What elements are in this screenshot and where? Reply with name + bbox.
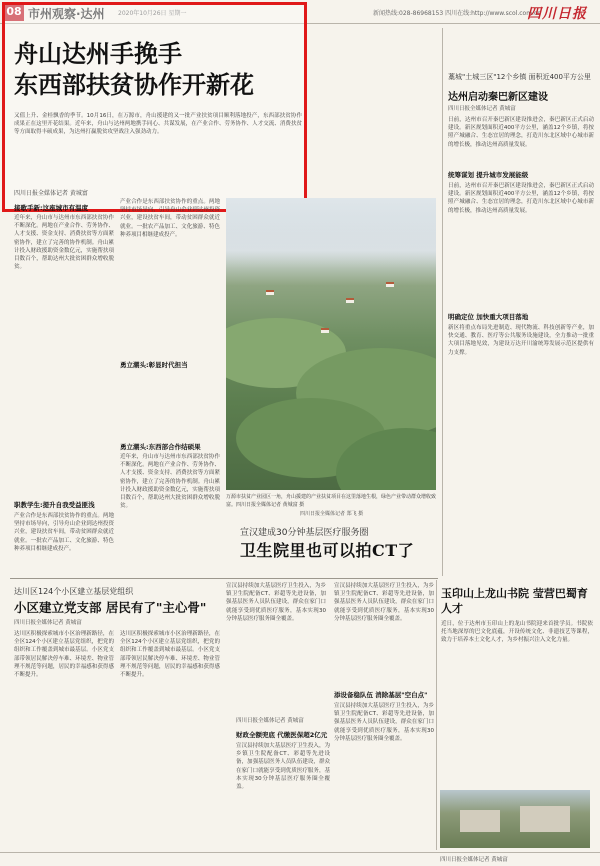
page-footer — [0, 852, 600, 866]
photo-credit: 四川日报全媒体记者 郑飞 摄 — [300, 511, 364, 517]
lower-left-headline[interactable]: 小区建立党支部 居民有了"主心骨" — [14, 600, 207, 615]
lead-article-highlight-frame[interactable] — [2, 2, 307, 212]
section-name: 市州观察·达州 — [28, 7, 105, 21]
lead-subhead-1: 接歌手新:这座城市有温度 — [14, 204, 89, 212]
lower-left-body-col1: 达川区积极探索城市小区治理新路径，在全区124个小区建立基层党组织，把党的组织和工作覆盖到城市最基层。小区党支部带领居民解决停车难、环境差、物业管理不规范等问题，居民的幸福感和获得感不断提升。 — [14, 631, 114, 679]
right-subhead-1: 统筹谋划 提升城市发展能级 — [448, 171, 529, 179]
center-subhead-2: 添设备稳队伍 消除基层"空白点" — [334, 691, 428, 699]
center-article-body-col2: 宣汉县持续加大基层医疗卫生投入，为乡镇卫生院配备CT、彩超等先进设备，加强基层医务人员队伍建设，群众在家门口就能享受到优质医疗服务，基本实现30分钟基层医疗服务圈全覆盖。 — [334, 583, 434, 622]
right-article-body-1: 日前，达州市召开秦巴新区建设推进会，秦巴新区正式启动建设。新区规划面积近400平方公里，涵盖12个乡镇，将按照产城融合、生态宜居的理念，打造川东北区域中心城市新的增长极，推动达州高质量发展。 — [448, 183, 594, 214]
footer-credit: 四川日报全媒体记者 黄城富 — [440, 857, 508, 863]
lead-article-byline: 四川日报全媒体记者 黄城富 — [14, 190, 88, 197]
academy-photo — [440, 790, 590, 848]
right-article-intro: 日前，达州市召开秦巴新区建设推进会，秦巴新区正式启动建设。新区规划面积近400平方公里，涵盖12个乡镇，将按照产城融合、生态宜居的理念，打造川东北区域中心城市新的增长极，推动达州高质量发展。 — [448, 117, 594, 148]
lead-article-intro: 又值上升、金桂飘香的季节。10月16日，在万源市，舟山援建的又一批产业扶贫项目顺利落地投产，东西部扶贫协作成果正在这里开花结果。近年来，舟山与达州两地携手同心、共谋发展，在产业合作、劳务协作、人才交流、消费扶贫等方面取得丰硕成果，为达州打赢脱贫攻坚战注入强劲动力。 — [14, 113, 302, 136]
lower-left-body-col2: 达川区积极探索城市小区治理新路径，在全区124个小区建立基层党组织，把党的组织和工作覆盖到城市最基层。小区党支部带领居民解决停车难、环境差、物业管理不规范等问题，居民的幸福感和获得感不断提升。 — [120, 631, 220, 679]
photo-caption: 万源市扶贫产业园区一角，舟山援建的产业扶贫项目在这里落地生根，绿色产业带动群众增收致富。四川日报全媒体记者 黄城富 摄 — [226, 494, 437, 508]
lower-left-kicker: 达川区124个小区建立基层党组织 — [14, 587, 134, 596]
lower-right-headline[interactable]: 玉印山上龙山书院 莹营巴蜀育人才 — [441, 587, 588, 615]
terraced-hills-photo — [226, 198, 436, 490]
lead-article-body-col1b: 产业合作是东西部扶贫协作的重点。两地坚持市场导向，引导舟山企业到达州投资兴业，建设扶贫车间，带动贫困群众就近就业。一批农产品加工、文化旅游、特色种养项目相继建成投产。 — [14, 513, 114, 552]
right-subhead-2: 明确定位 加快重大项目落地 — [448, 313, 529, 321]
issue-date: 2020年10月26日 星期一 — [118, 10, 187, 17]
center-article-kicker: 宣汉建成30分钟基层医疗服务圈 — [240, 528, 369, 538]
center-article-headline[interactable]: 卫生院里也可以拍CT了 — [240, 541, 415, 560]
right-article-kicker: 藁城"土城三区"12个乡镇 面积近400平方公里 — [448, 73, 591, 81]
page-number: 08 — [4, 3, 24, 21]
headline-line-2: 东西部扶贫协作开新花 — [14, 70, 254, 99]
lead-subhead-5: 勇立潮头:东西部合作结硕果 — [120, 443, 201, 451]
center-article-body-col1b: 宣汉县持续加大基层医疗卫生投入，为乡镇卫生院配备CT、彩超等先进设备，加强基层医务人员队伍建设，群众在家门口就能享受到优质医疗服务，基本实现30分钟基层医疗服务圈全覆盖。 — [236, 743, 330, 791]
headline-line-1: 舟山达州手挽手 — [14, 39, 182, 68]
lead-subhead-4: 职教学生:提升自我受益匪浅 — [14, 501, 95, 509]
lead-article-body-col1: 近年来，舟山市与达州市东西部扶贫协作不断深化。两地在产业合作、劳务协作、人才支援、资金支持、消费扶贫等方面紧密协作，建立了完善的协作机制。舟山累计投入财政援助资金数亿元，实施帮扶项目数百个，帮助达州大批贫困群众增收脱贫。 — [14, 215, 114, 271]
center-subhead-1: 财政全额兜底 代缴医保超2亿元 — [236, 731, 328, 739]
lead-article-headline[interactable] — [14, 38, 302, 100]
newspaper-logo: 四川日报 — [527, 6, 587, 22]
right-article-body-2: 新区将重点布局先进制造、现代物流、科技创新等产业，加快交通、教育、医疗等公共服务设施建设，全力推动一批重大项目落地见效，为建设万达开川渝统筹发展示范区提供有力支撑。 — [448, 325, 594, 356]
center-article-body-col1: 宣汉县持续加大基层医疗卫生投入，为乡镇卫生院配备CT、彩超等先进设备，加强基层医务人员队伍建设，群众在家门口就能享受到优质医疗服务，基本实现30分钟基层医疗服务圈全覆盖。 — [226, 583, 326, 622]
lead-subhead-3: 勇立潮头:彰显时代担当 — [120, 361, 188, 369]
news-hotline: 新闻热线:028-86968153 四川在线:http://www.scol.com.cn — [373, 10, 542, 17]
lower-right-body: 近日，位于达州市玉印山上的龙山书院迎来首批学员。书院依托当地深厚的巴文化底蕴，开设传统文化、非遗技艺等课程，致力于培养本土文化人才，为乡村振兴注入文化力量。 — [441, 621, 593, 644]
lower-left-byline: 四川日报全媒体记者 黄城富 — [14, 620, 82, 626]
lead-article-body-col2b: 近年来，舟山市与达州市东西部扶贫协作不断深化。两地在产业合作、劳务协作、人才支援、资金支持、消费扶贫等方面紧密协作，建立了完善的协作机制。舟山累计投入财政援助资金数亿元，实施帮扶项目数百个，帮助达州大批贫困群众增收脱贫。 — [120, 454, 220, 510]
right-article-headline[interactable]: 达州启动秦巴新区建设 — [448, 92, 548, 103]
center-article-body-col2b: 宣汉县持续加大基层医疗卫生投入，为乡镇卫生院配备CT、彩超等先进设备，加强基层医务人员队伍建设，群众在家门口就能享受到优质医疗服务，基本实现30分钟基层医疗服务圈全覆盖。 — [334, 703, 434, 742]
lead-article-body-col2: 产业合作是东西部扶贫协作的重点。两地坚持市场导向，引导舟山企业到达州投资兴业，建设扶贫车间，带动贫困群众就近就业。一批农产品加工、文化旅游、特色种养项目相继建成投产。 — [120, 199, 220, 238]
right-article-byline: 四川日报全媒体记者 黄城富 — [448, 106, 516, 112]
center-article-byline: 四川日报全媒体记者 黄城富 — [236, 718, 304, 724]
